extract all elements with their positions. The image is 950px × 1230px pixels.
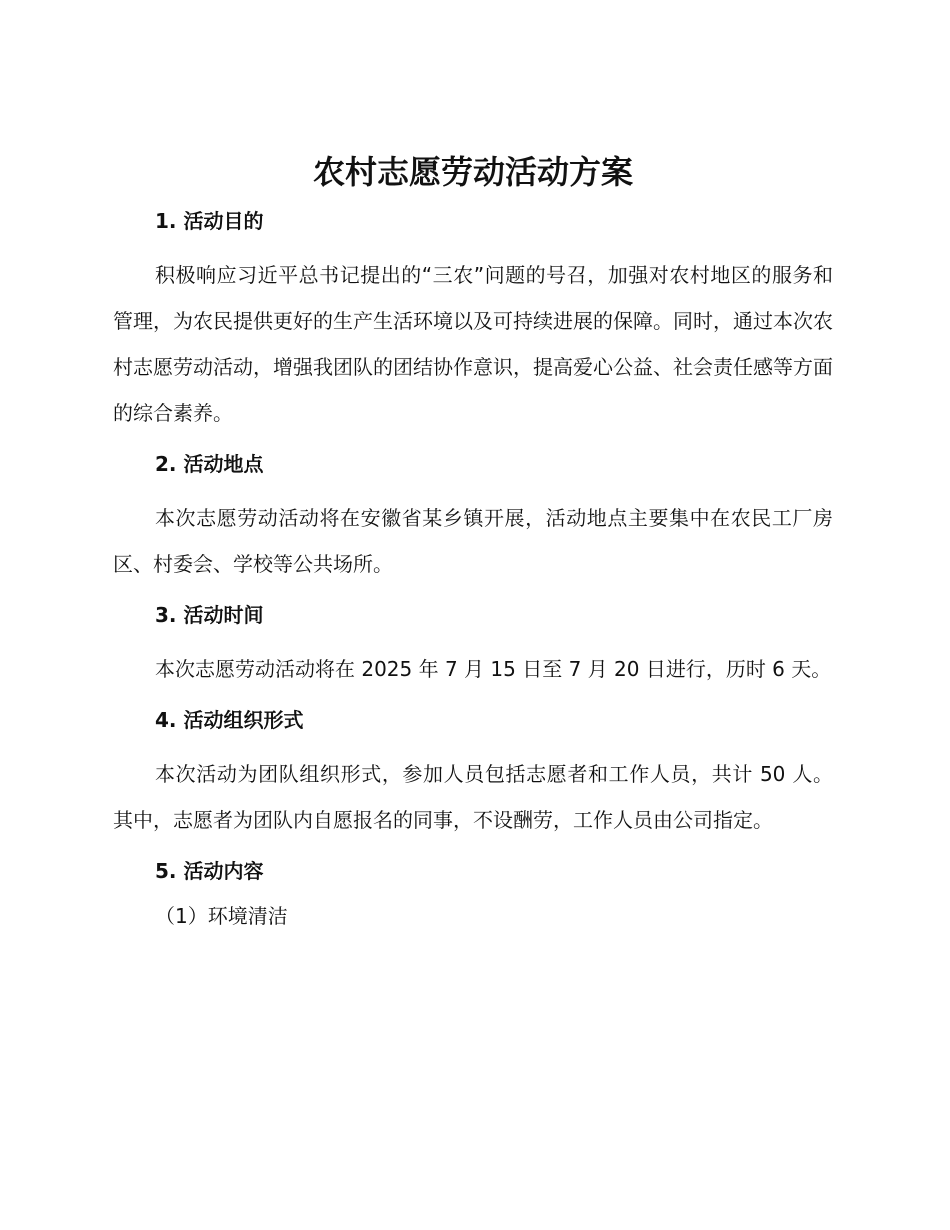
section-organization <box>113 706 833 843</box>
section-paragraph: 本次志愿劳动活动将在安徽省某乡镇开展，活动地点主要集中在农民工厂房区、村委会、学校等公共场所。 <box>113 506 833 576</box>
section-time <box>113 601 833 692</box>
section-heading: 1. 活动目的 <box>155 209 264 233</box>
document-title: 农村志愿劳动活动方案 <box>312 153 633 191</box>
section-heading: 4. 活动组织形式 <box>155 708 304 732</box>
section-paragraph: 积极响应习近平总书记提出的“三农”问题的号召，加强对农村地区的服务和管理，为农民提供更好的生产生活环境以及可持续进展的保障。同时，通过本次农村志愿劳动活动，增强我团队的团结协作意识，提高爱心公益、社会责任感等方面的综合素养。 <box>113 263 833 425</box>
section-location <box>113 450 833 587</box>
section-content <box>113 857 833 930</box>
document-body <box>113 150 833 930</box>
section-heading: 2. 活动地点 <box>155 452 264 476</box>
section-paragraph: 本次志愿劳动活动将在 2025 年 7 月 15 日至 7 月 20 日进行，历时 6 天。 <box>155 657 832 681</box>
section-heading: 5. 活动内容 <box>155 859 264 883</box>
section-purpose <box>113 207 833 436</box>
sub-item: （1）环境清洁 <box>155 904 288 928</box>
section-paragraph: 本次活动为团队组织形式，参加人员包括志愿者和工作人员，共计 50 人。其中，志愿者为团队内自愿报名的同事，不设酬劳，工作人员由公司指定。 <box>113 762 833 832</box>
section-heading: 3. 活动时间 <box>155 603 264 627</box>
